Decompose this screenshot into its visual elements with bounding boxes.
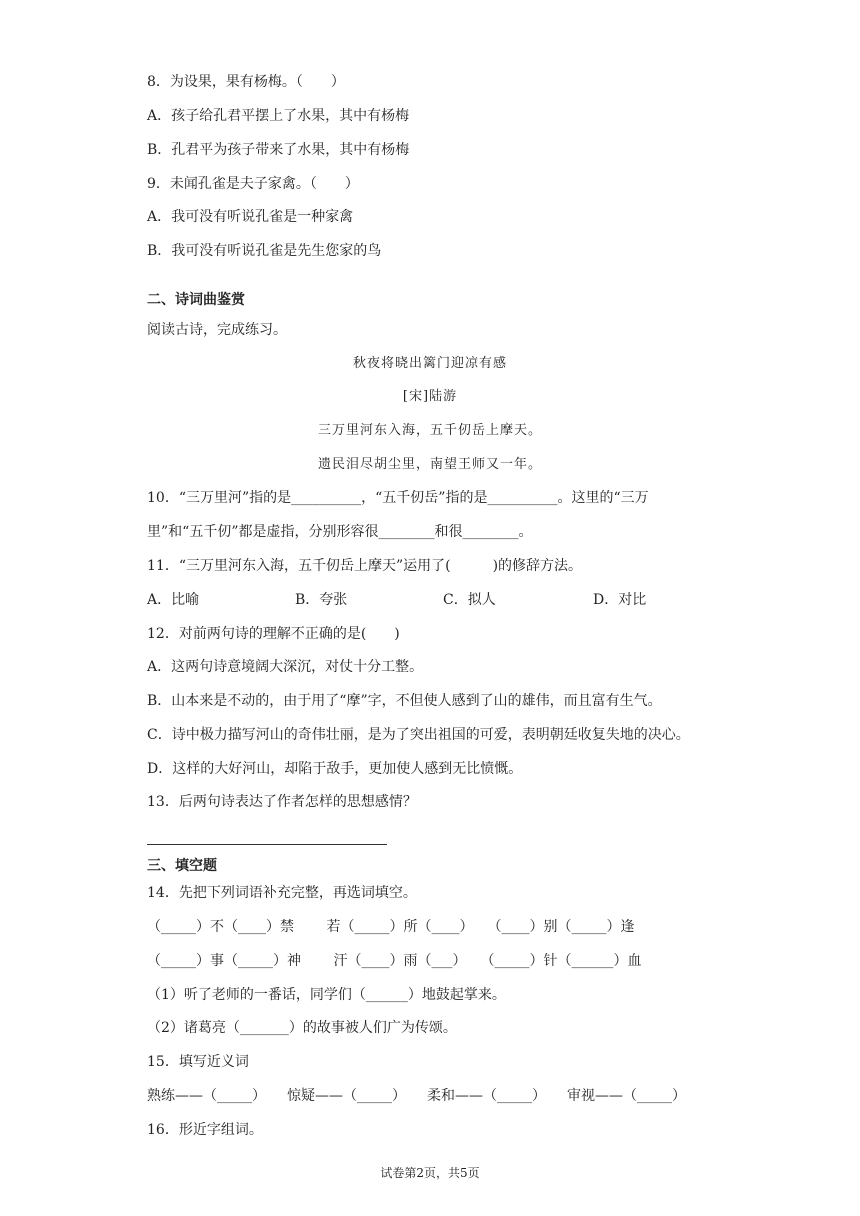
question-8: 8．为设果，果有杨梅。（ ） xyxy=(147,74,345,90)
poem-line-1: 三万里河东入海，五千仞岳上摩天。 xyxy=(317,423,542,438)
poem-line-2: 遗民泪尽胡尘里，南望王师又一年。 xyxy=(317,457,542,472)
question-13: 13．后两句诗表达了作者怎样的思想感情？ xyxy=(147,794,417,810)
question-9: 9．未闻孔雀是夫子家禽。（ ） xyxy=(147,176,359,192)
question-12-option-c: C．诗中极力描写河山的奇伟壮丽，是为了突出祖国的可爱，表明朝廷收复失地的决心。 xyxy=(147,727,690,743)
poem-title: 秋夜将晓出篱门迎凉有感 xyxy=(352,356,507,371)
question-11-option-b: B．夸张 xyxy=(295,592,348,608)
question-12: 12．对前两句诗的理解不正确的是( ) xyxy=(147,626,400,642)
question-16: 16．形近字组词。 xyxy=(147,1122,263,1138)
question-14-row-1: （_____）不（____）禁 若（_____）所（____） （____）别（_____）逢 xyxy=(147,919,635,935)
question-11: 11．“三万里河东入海，五千仞岳上摩天”运用了( )的修辞方法。 xyxy=(147,558,583,574)
question-8-option-b: B．孔君平为孩子带来了水果，其中有杨梅 xyxy=(147,142,410,158)
question-14: 14．先把下列词语补充完整，再选词填空。 xyxy=(147,885,417,901)
question-11-option-c: C．拟人 xyxy=(443,592,496,608)
question-9-option-b: B．我可没有听说孔雀是先生您家的鸟 xyxy=(147,243,382,259)
page-footer: 试卷第2页，共5页 xyxy=(380,1166,480,1180)
question-12-option-b: B．山本来是不动的，由于用了“摩”字，不但使人感到了山的雄伟，而且富有生气。 xyxy=(147,693,662,709)
question-14-sentence-1: （1）听了老师的一番话，同学们（______）地鼓起掌来。 xyxy=(147,987,506,1003)
question-15: 15．填写近义词 xyxy=(147,1054,249,1070)
section-heading-poetry: 二、诗词曲鉴赏 xyxy=(147,292,245,308)
question-10-line-2: 里”和“五千仞”都是虚指，分别形容很________和很________。 xyxy=(147,524,533,540)
section-instruction: 阅读古诗，完成练习。 xyxy=(147,322,287,338)
question-11-option-a: A．比喻 xyxy=(147,592,200,608)
section-heading-fill-blank: 三、填空题 xyxy=(147,858,217,874)
question-12-option-d: D．这样的大好河山，却陷于敌手，更加使人感到无比愤慨。 xyxy=(147,761,523,777)
question-15-row: 熟练——（_____） 惊疑——（_____） 柔和——（_____） 审视——（_____） xyxy=(147,1088,686,1104)
poem-author: [宋]陆游 xyxy=(402,389,458,404)
question-14-sentence-2: （2）诸葛亮（_______）的故事被人们广为传颂。 xyxy=(147,1020,457,1036)
question-11-option-d: D．对比 xyxy=(593,592,647,608)
question-9-option-a: A．我可没有听说孔雀是一种家禽 xyxy=(147,209,354,225)
question-12-option-a: A．这两句诗意境阔大深沉，对仗十分工整。 xyxy=(147,659,424,675)
question-8-option-a: A．孩子给孔君平摆上了水果，其中有杨梅 xyxy=(147,108,410,124)
question-13-answer-line xyxy=(147,844,387,845)
question-14-row-2: （_____）事（_____）神 汗（____）雨（___） （_____）针（______）血 xyxy=(147,953,642,969)
question-10-line-1: 10．“三万里河”指的是__________，“五千仞岳”指的是__________。这里的“三万 xyxy=(147,490,649,506)
